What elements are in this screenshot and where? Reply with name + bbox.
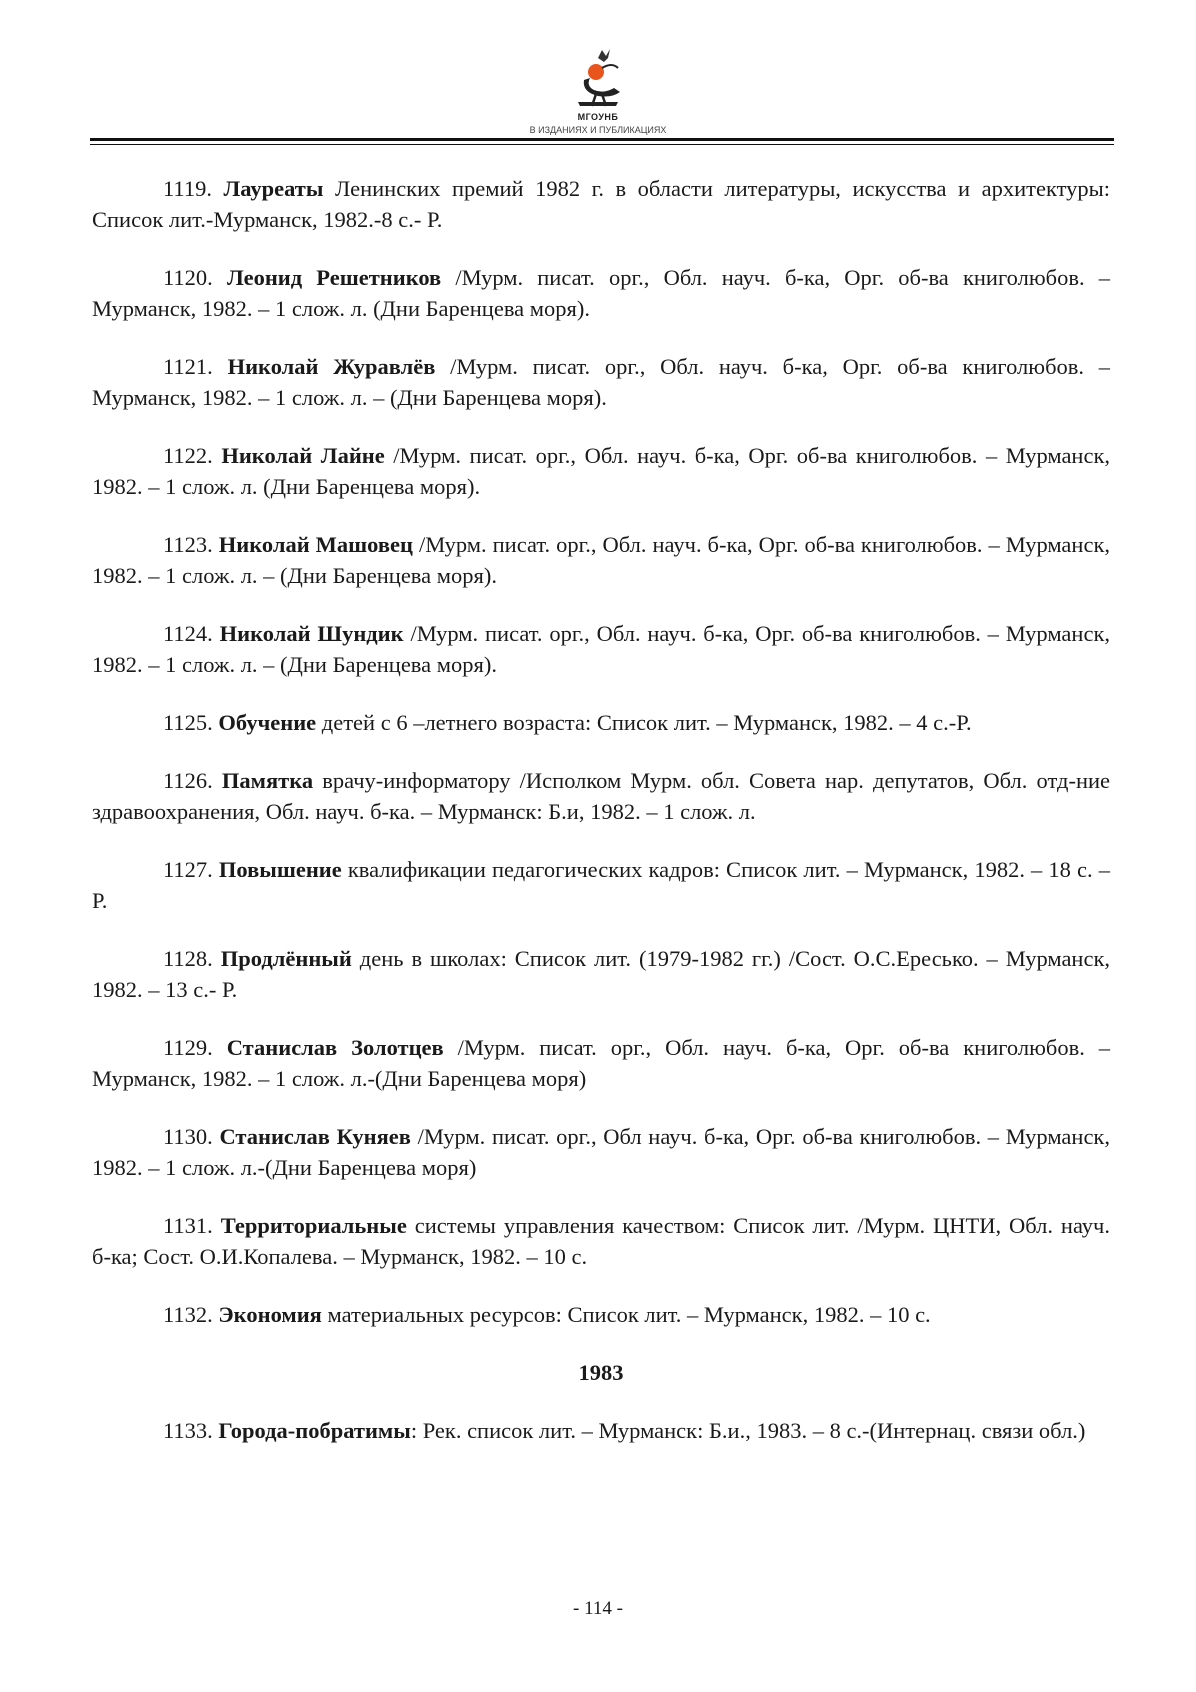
- entry-1119: 1119. Лауреаты Ленинских премий 1982 г. в области литературы, искусства и архитектуры: Список лит.-Мурманск, 1982.-8 с.- Р.: [92, 176, 1111, 232]
- page-number: - 114 -: [573, 1598, 623, 1619]
- entry-1131: 1131. Территориальные системы управления качеством: Список лит. /Мурм. ЦНТИ, Обл. науч. б-ка; Сост. О.И.Копалева. – Мурманск, 1982. – 10 с.: [92, 1213, 1110, 1269]
- entry-1123: 1123. Николай Машовец /Мурм. писат. орг., Обл. науч. б-ка, Орг. об-ва книголюбов. – Мурманск, 1982. – 1 слож. л. – (Дни Баренцева моря).: [92, 532, 1111, 588]
- year-heading: 1983: [578, 1360, 624, 1385]
- header-rule-thin: [90, 144, 1114, 145]
- entry-1132: 1132. Экономия материальных ресурсов: Список лит. – Мурманск, 1982. – 10 с.: [163, 1302, 931, 1327]
- entry-1122: 1122. Николай Лайне /Мурм. писат. орг., Обл. науч. б-ка, Орг. об-ва книголюбов. – Мурманск, 1982. – 1 слож. л. (Дни Баренцева моря).: [92, 443, 1111, 499]
- page-header: [0, 0, 1196, 150]
- entry-1130: 1130. Станислав Куняев /Мурм. писат. орг., Обл науч. б-ка, Орг. об-ва книголюбов. – Мурманск, 1982. – 1 слож. л.-(Дни Баренцева моря): [92, 1124, 1110, 1180]
- entry-1125: 1125. Обучение детей с 6 –летнего возраста: Список лит. – Мурманск, 1982. – 4 с.-Р.: [163, 710, 972, 735]
- logo-text: МГОУНБ: [577, 112, 619, 122]
- crane-logo-icon: [568, 40, 628, 112]
- header-rule-thick: [90, 138, 1114, 141]
- entry-1133: 1133. Города-побратимы: Рек. список лит. – Мурманск: Б.и., 1983. – 8 с.-(Интернац. связи обл.): [163, 1418, 1086, 1443]
- entry-1129: 1129. Станислав Золотцев /Мурм. писат. орг., Обл. науч. б-ка, Орг. об-ва книголюбов. – Мурманск, 1982. – 1 слож. л.-(Дни Баренцева моря): [92, 1035, 1111, 1091]
- entry-1126: 1126. Памятка врачу-информатору /Исполком Мурм. обл. Совета нар. депутатов, Обл. отд-ние здравоохранения, Обл. науч. б-ка. – Мурманск: Б.и, 1982. – 1 слож. л.: [92, 768, 1111, 824]
- bibliography-list: [92, 173, 1110, 1473]
- entry-1121: 1121. Николай Журавлёв /Мурм. писат. орг., Обл. науч. б-ка, Орг. об-ва книголюбов. – Мурманск, 1982. – 1 слож. л. – (Дни Баренцева моря).: [92, 354, 1111, 410]
- entry-1124: 1124. Николай Шундик /Мурм. писат. орг., Обл. науч. б-ка, Орг. об-ва книголюбов. – Мурманск, 1982. – 1 слож. л. – (Дни Баренцева моря).: [92, 621, 1111, 677]
- entry-1128: 1128. Продлённый день в школах: Список лит. (1979-1982 гг.) /Сост. О.С.Ересько. – Мурманск, 1982. – 13 с.- Р.: [92, 946, 1111, 1002]
- entry-1120: 1120. Леонид Решетников /Мурм. писат. орг., Обл. науч. б-ка, Орг. об-ва книголюбов. – Мурманск, 1982. – 1 слож. л. (Дни Баренцева моря).: [92, 265, 1110, 321]
- header-subtitle: В ИЗДАНИЯХ И ПУБЛИКАЦИЯХ: [529, 125, 667, 135]
- entry-1127: 1127. Повышение квалификации педагогических кадров: Список лит. – Мурманск, 1982. – 18 с. – Р.: [92, 857, 1111, 913]
